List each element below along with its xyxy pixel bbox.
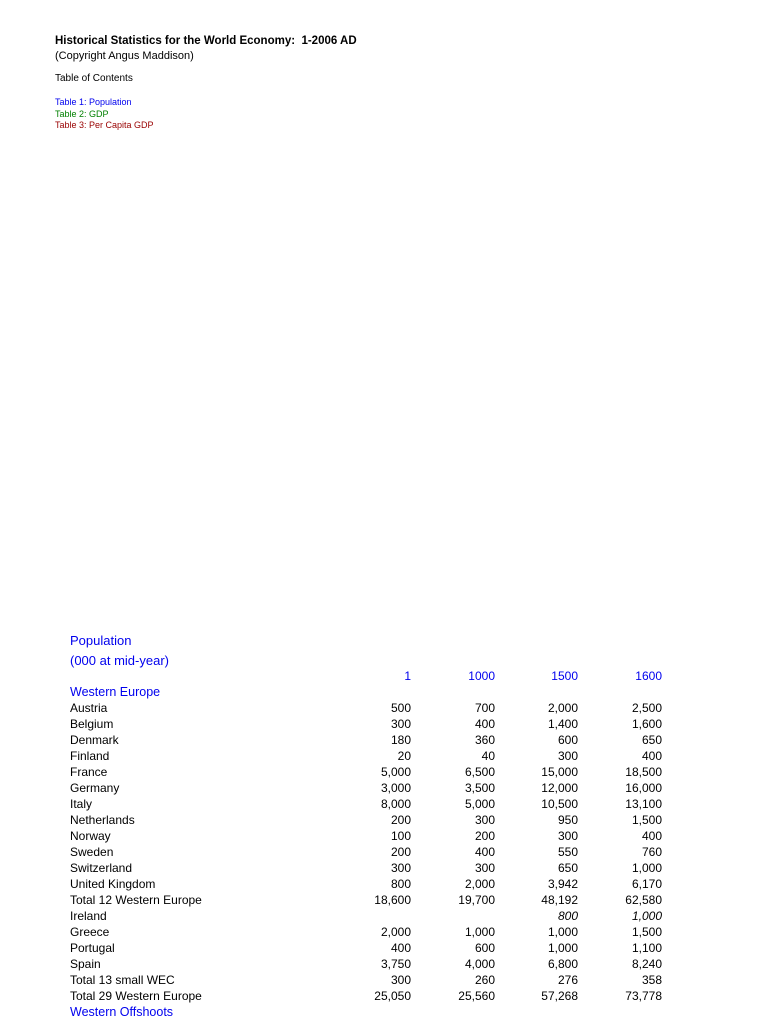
table-cell: 760: [641, 845, 662, 859]
table-cell: 6,170: [631, 877, 662, 891]
table-cell: 300: [390, 973, 411, 987]
table-cell: 73,778: [625, 989, 662, 1003]
table-cell: 1,000: [631, 909, 662, 923]
table-cell: 2,000: [380, 925, 411, 939]
table-cell: 16,000: [625, 781, 662, 795]
toc-link-table-2[interactable]: Table 2: GDP: [55, 108, 109, 119]
toc-link-table-3[interactable]: Table 3: Per Capita GDP: [55, 120, 154, 130]
row-label: Greece: [70, 925, 110, 939]
table-cell: 2,500: [631, 701, 662, 715]
table-cell: 1,500: [631, 925, 662, 939]
table-cell: 5,000: [464, 797, 495, 811]
table-cell: 12,000: [541, 781, 578, 795]
table-cell: 18,600: [374, 893, 411, 907]
row-label: Total 12 Western Europe: [70, 893, 202, 907]
population-heading: Population: [70, 633, 132, 648]
table-row: [70, 748, 690, 764]
table-row: [70, 972, 690, 988]
table-cell: 400: [474, 717, 495, 731]
table-cell: 2,000: [547, 701, 578, 715]
table-row: [70, 940, 690, 956]
table-cell: 1,100: [631, 941, 662, 955]
table-row: [70, 828, 690, 844]
table-cell: 1,500: [631, 813, 662, 827]
table-cell: 8,000: [380, 797, 411, 811]
table-cell: 300: [390, 717, 411, 731]
table-cell: 18,500: [625, 765, 662, 779]
table-cell: 400: [641, 749, 662, 763]
table-cell: 358: [641, 973, 662, 987]
population-table: [70, 668, 690, 1020]
row-label: Netherlands: [70, 813, 135, 827]
table-cell: 300: [474, 861, 495, 875]
row-label: Spain: [70, 957, 101, 971]
table-row: [70, 908, 690, 924]
row-label: Finland: [70, 749, 110, 763]
table-cell: 3,942: [547, 877, 578, 891]
table-cell: 100: [390, 829, 411, 843]
row-label: Belgium: [70, 717, 114, 731]
row-label: Austria: [70, 701, 108, 715]
table-cell: 360: [474, 733, 495, 747]
table-row: [70, 796, 690, 812]
table-row: [70, 780, 690, 796]
row-label: Ireland: [70, 909, 107, 923]
table-cell: 3,500: [464, 781, 495, 795]
table-cell: 180: [390, 733, 411, 747]
section-heading-row: [70, 1004, 690, 1020]
table-row: [70, 892, 690, 908]
table-cell: 650: [641, 733, 662, 747]
table-cell: 48,192: [541, 893, 578, 907]
table-cell: 800: [557, 909, 578, 923]
row-label: United Kingdom: [70, 877, 156, 891]
table-row: [70, 876, 690, 892]
table-cell: 300: [390, 861, 411, 875]
table-cell: 200: [390, 813, 411, 827]
table-cell: 500: [390, 701, 411, 715]
table-row: [70, 860, 690, 876]
table-row: [70, 844, 690, 860]
table-cell: 3,000: [380, 781, 411, 795]
year-header: 1600: [635, 669, 662, 683]
table-cell: 1,000: [547, 941, 578, 955]
table-cell: 62,580: [625, 893, 662, 907]
toc-link-table-1[interactable]: Table 1: Population: [55, 97, 132, 107]
year-header: 1500: [551, 669, 578, 683]
row-label: Total 29 Western Europe: [70, 989, 202, 1003]
table-row: [70, 700, 690, 716]
table-cell: 19,700: [458, 893, 495, 907]
section-heading: Western Europe: [70, 685, 161, 699]
table-cell: 20: [397, 749, 411, 763]
table-cell: 25,050: [374, 989, 411, 1003]
row-label: Italy: [70, 797, 93, 811]
table-cell: 8,240: [631, 957, 662, 971]
table-row: [70, 716, 690, 732]
table-cell: 13,100: [625, 797, 662, 811]
section-heading-row: [70, 684, 690, 700]
table-cell: 650: [557, 861, 578, 875]
table-row: [70, 924, 690, 940]
table-cell: 950: [557, 813, 578, 827]
year-header: 1: [404, 669, 411, 683]
table-cell: 400: [390, 941, 411, 955]
table-cell: 200: [474, 829, 495, 843]
table-cell: 300: [557, 749, 578, 763]
table-cell: 260: [474, 973, 495, 987]
table-cell: 800: [390, 877, 411, 891]
table-cell: 4,000: [464, 957, 495, 971]
table-row: [70, 732, 690, 748]
table-cell: 300: [557, 829, 578, 843]
table-row: [70, 956, 690, 972]
year-header-row: [70, 668, 690, 684]
table-cell: 550: [557, 845, 578, 859]
table-row: [70, 764, 690, 780]
table-cell: 300: [474, 813, 495, 827]
table-cell: 1,000: [631, 861, 662, 875]
table-cell: 276: [557, 973, 578, 987]
row-label: Germany: [70, 781, 120, 795]
toc-list: [55, 97, 154, 132]
copyright-note: (Copyright Angus Maddison): [55, 50, 194, 62]
table-cell: 200: [390, 845, 411, 859]
table-cell: 40: [481, 749, 495, 763]
table-cell: 3,750: [380, 957, 411, 971]
table-cell: 6,800: [547, 957, 578, 971]
table-cell: 1,400: [547, 717, 578, 731]
table-cell: 1,000: [547, 925, 578, 939]
table-cell: 15,000: [541, 765, 578, 779]
section-heading: Western Offshoots: [70, 1005, 174, 1019]
table-cell: 1,600: [631, 717, 662, 731]
table-cell: 600: [474, 941, 495, 955]
row-label: Total 13 small WEC: [70, 973, 175, 987]
table-cell: 5,000: [380, 765, 411, 779]
document-title: Historical Statistics for the World Economy: 1-2006 AD: [55, 35, 357, 47]
table-cell: 400: [474, 845, 495, 859]
table-cell: 6,500: [464, 765, 495, 779]
table-cell: 57,268: [541, 989, 578, 1003]
table-cell: 10,500: [541, 797, 578, 811]
year-header: 1000: [468, 669, 495, 683]
table-cell: 700: [474, 701, 495, 715]
table-row: [70, 988, 690, 1004]
table-row: [70, 812, 690, 828]
row-label: Portugal: [70, 941, 115, 955]
table-cell: 2,000: [464, 877, 495, 891]
row-label: Switzerland: [70, 861, 133, 875]
row-label: Denmark: [70, 733, 119, 747]
row-label: France: [70, 765, 108, 779]
table-cell: 400: [641, 829, 662, 843]
table-cell: 600: [557, 733, 578, 747]
toc-title: Table of Contents: [55, 73, 133, 84]
population-subheading: (000 at mid-year): [70, 653, 169, 668]
table-cell: 1,000: [464, 925, 495, 939]
row-label: Sweden: [70, 845, 114, 859]
table-cell: 25,560: [458, 989, 495, 1003]
row-label: Norway: [70, 829, 111, 843]
